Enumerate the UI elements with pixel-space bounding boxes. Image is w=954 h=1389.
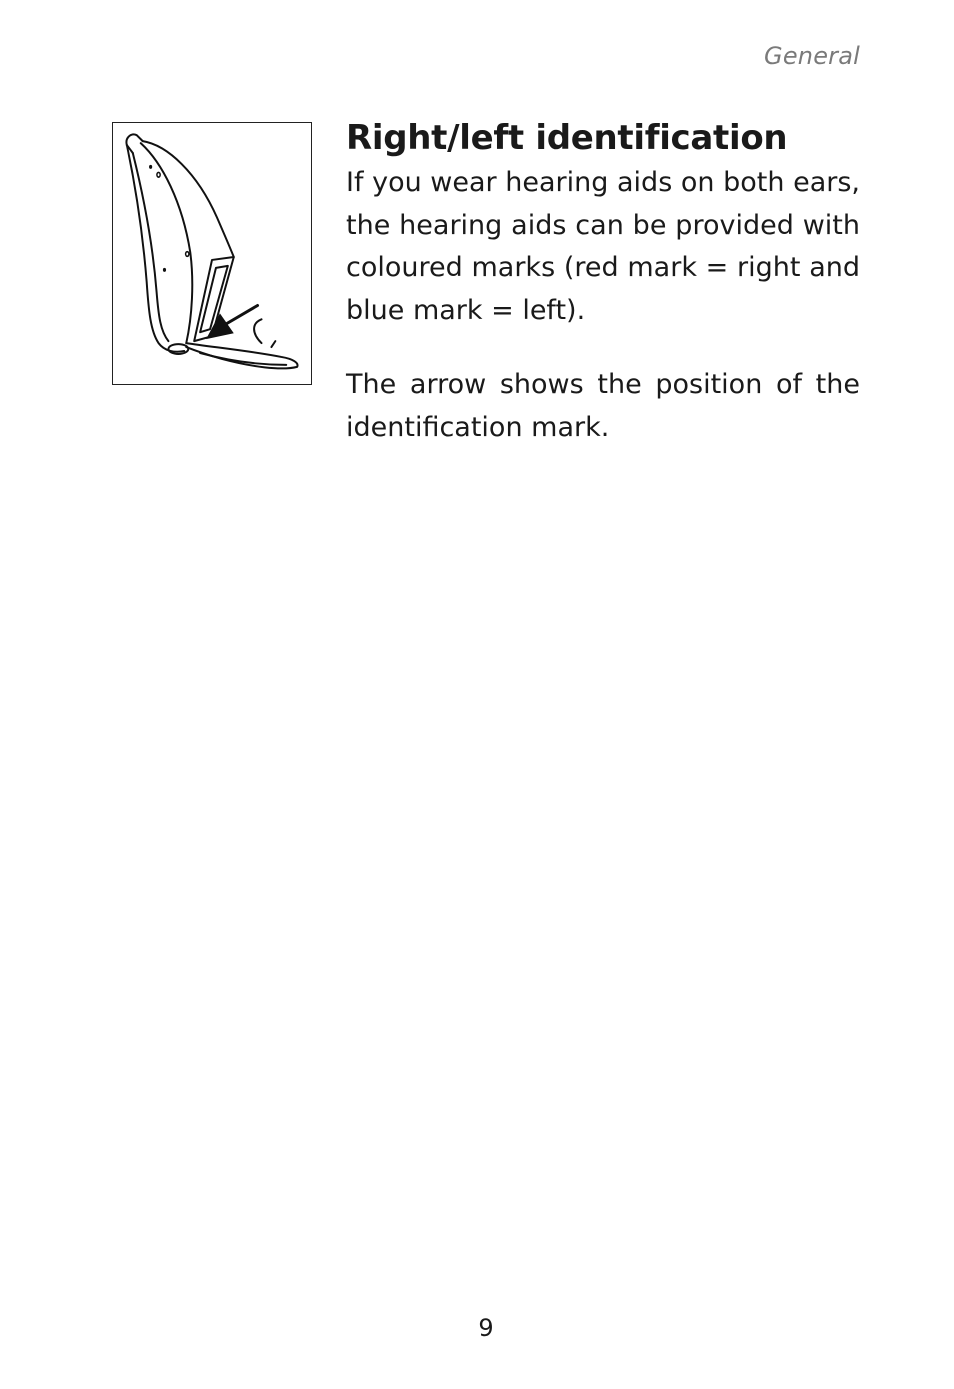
section-title: Right/left identification <box>346 118 788 158</box>
hearing-aid-illustration-icon <box>113 123 311 384</box>
paragraph-arrow-position: The arrow shows the position of the identification mark. <box>346 369 860 443</box>
paragraph-colour-marks: If you wear hearing aids on both ears, the hearing aids can be provided with coloured marks (red mark = right and blue mark = left). <box>346 167 860 326</box>
page-number: 9 <box>478 1314 494 1342</box>
content-column <box>346 114 860 449</box>
running-head: General <box>764 42 860 70</box>
arrow-icon <box>206 305 257 339</box>
hearing-aid-figure <box>112 122 312 385</box>
